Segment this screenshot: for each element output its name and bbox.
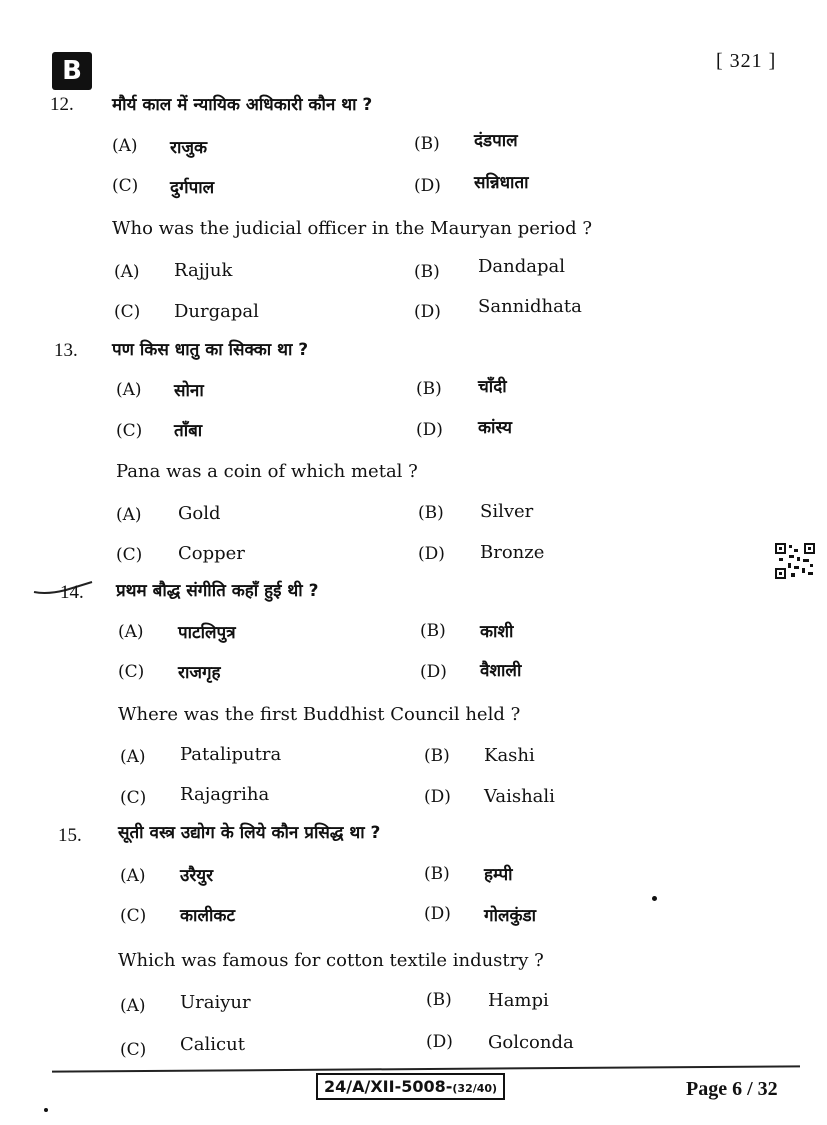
ink-dot: [652, 896, 657, 901]
ink-dot: [44, 1108, 48, 1112]
question-english: Which was famous for cotton textile industry ?: [118, 950, 544, 971]
option-text: Copper: [178, 543, 245, 564]
option-label: (B): [416, 379, 442, 399]
option-label: (A): [120, 866, 146, 886]
question-hindi: प्रथम बौद्ध संगीति कहाँ हुई थी ?: [116, 581, 319, 601]
option-label: (D): [414, 176, 441, 196]
option-label: (D): [416, 420, 443, 440]
option-label: (C): [116, 545, 143, 565]
option-text: गोलकुंडा: [484, 906, 537, 926]
option-text: Silver: [480, 501, 534, 522]
option-label: (B): [424, 864, 450, 884]
option-text: Dandapal: [478, 256, 566, 277]
footer-paper-code: [316, 1073, 505, 1100]
option-text: सन्निधाता: [474, 173, 529, 193]
question-english: Pana was a coin of which metal ?: [116, 461, 418, 482]
option-label: (B): [426, 990, 452, 1010]
option-label: (C): [120, 788, 147, 808]
option-label: (C): [114, 302, 141, 322]
option-text: उरैयुर: [180, 866, 214, 886]
option-text: दुर्गपाल: [170, 178, 215, 198]
option-text: Kashi: [484, 745, 535, 766]
question-number: 15.: [58, 825, 82, 846]
option-text: Calicut: [180, 1034, 245, 1055]
option-label: (C): [112, 176, 139, 196]
question-number: 14.: [60, 582, 84, 603]
option-label: (A): [118, 622, 144, 642]
option-text: Vaishali: [484, 786, 555, 807]
option-label: (D): [424, 787, 451, 807]
option-text: Durgapal: [174, 301, 259, 322]
option-label: (D): [414, 302, 441, 322]
option-text: काशी: [480, 622, 514, 642]
paper-code-header: [ 321 ]: [716, 50, 777, 72]
question-hindi: मौर्य काल में न्यायिक अधिकारी कौन था ?: [112, 95, 373, 115]
option-label: (B): [418, 503, 444, 523]
option-label: (B): [414, 262, 440, 282]
option-label: (C): [116, 421, 143, 441]
option-text: Sannidhata: [478, 296, 582, 317]
option-text: Rajjuk: [174, 260, 233, 281]
option-text: Rajagriha: [180, 784, 270, 805]
option-text: कालीकट: [180, 906, 236, 926]
question-number: 13.: [54, 340, 78, 361]
page-number: Page 6 / 32: [686, 1078, 778, 1100]
option-label: (D): [418, 544, 445, 564]
option-text: पाटलिपुत्र: [178, 623, 236, 643]
option-label: (A): [120, 747, 146, 767]
option-label: (B): [414, 134, 440, 154]
option-text: Gold: [178, 503, 221, 524]
footer-rule: [52, 1065, 800, 1072]
option-text: दंडपाल: [474, 131, 518, 151]
option-text: ताँबा: [174, 421, 203, 441]
option-text: Golconda: [488, 1032, 574, 1053]
option-text: Hampi: [488, 990, 549, 1011]
section-badge: B: [52, 52, 92, 90]
option-text: कांस्य: [478, 418, 512, 438]
option-label: (A): [116, 505, 142, 525]
question-english: Where was the first Buddhist Council held ?: [118, 704, 521, 725]
option-text: राजुक: [170, 138, 208, 158]
option-label: (C): [120, 906, 147, 926]
question-hindi: पण किस धातु का सिक्का था ?: [112, 340, 309, 360]
paper-code-main: 24/A/XII-5008-: [324, 1077, 453, 1096]
option-label: (A): [116, 380, 142, 400]
option-label: (A): [112, 136, 138, 156]
option-text: राजगृह: [178, 663, 221, 683]
paper-code-small: (32/40): [452, 1082, 498, 1095]
option-label: (D): [424, 904, 451, 924]
option-label: (C): [120, 1040, 147, 1060]
question-number: 12.: [50, 94, 74, 115]
question-english: Who was the judicial officer in the Mauryan period ?: [112, 218, 593, 239]
option-text: Uraiyur: [180, 992, 251, 1013]
option-label: (D): [426, 1032, 453, 1052]
option-text: सोना: [174, 381, 204, 401]
option-text: हम्पी: [484, 865, 513, 885]
qr-code-icon: [775, 543, 815, 579]
option-text: Bronze: [480, 542, 545, 563]
option-text: Pataliputra: [180, 744, 282, 765]
option-label: (A): [120, 996, 146, 1016]
option-label: (D): [420, 662, 447, 682]
option-text: चाँदी: [478, 377, 507, 397]
question-hindi: सूती वस्त्र उद्योग के लिये कौन प्रसिद्ध था ?: [118, 823, 381, 843]
option-label: (A): [114, 262, 140, 282]
option-label: (B): [420, 621, 446, 641]
option-text: वैशाली: [480, 661, 522, 681]
option-label: (C): [118, 662, 145, 682]
option-label: (B): [424, 746, 450, 766]
